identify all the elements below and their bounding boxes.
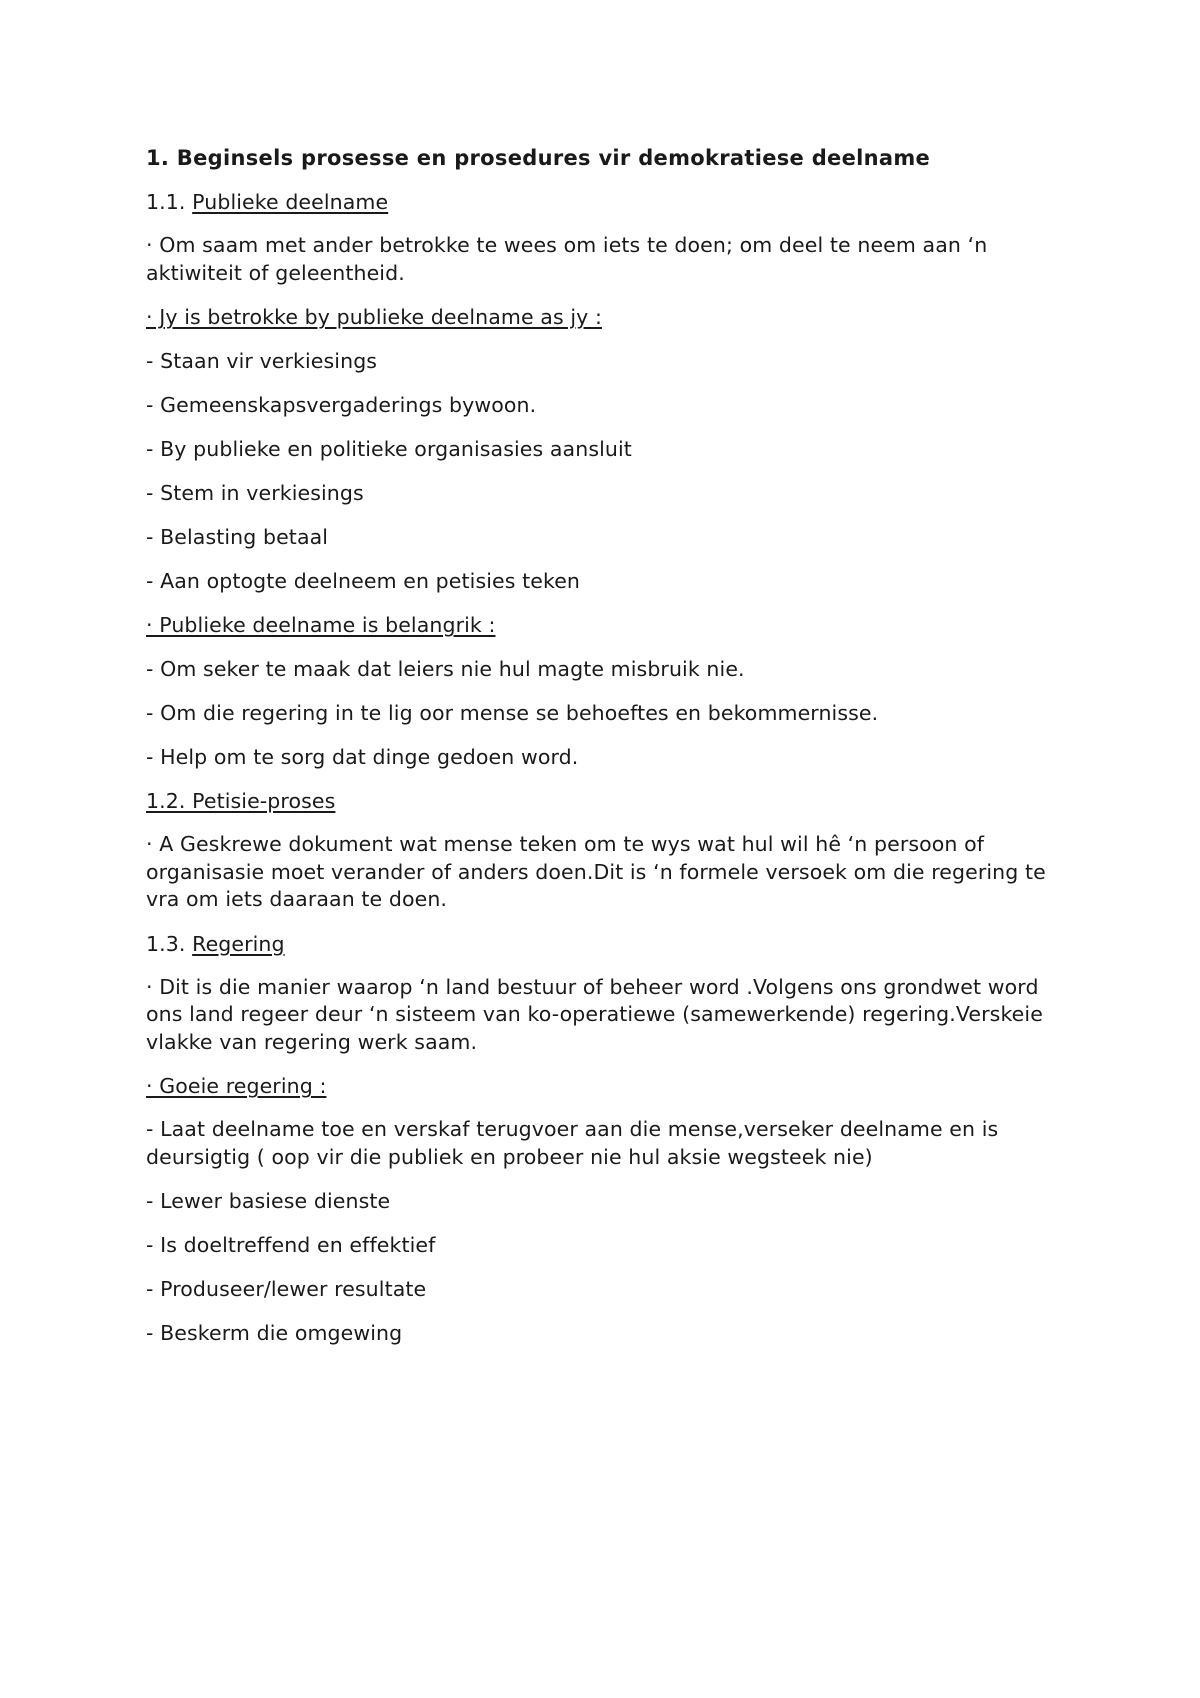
section-1-3-title: Regering (192, 931, 285, 956)
list-item: - Is doeltreffend en effektief (146, 1233, 436, 1257)
list-item: - By publieke en politieke organisasies aansluit (146, 437, 632, 461)
document-page (146, 144, 1066, 1363)
list-item: - Help om te sorg dat dinge gedoen word. (146, 745, 579, 769)
section-1-3-number: 1.3. (146, 931, 193, 956)
section-1-1-number: 1.1. (146, 190, 193, 214)
list-item: - Om seker te maak dat leiers nie hul magte misbruik nie. (146, 657, 745, 681)
list-item: - Belasting betaal (146, 525, 329, 549)
list-item: - Beskerm die omgewing (146, 1321, 403, 1345)
list-item: - Lewer basiese dienste (146, 1189, 391, 1213)
section-1-3-definition: · Dit is die manier waarop ‘n land bestuur of beheer word .Volgens ons grondwet word ons land regeer deur ‘n sisteem van ko-operatiewe (samewerkende) regering.Verskeie vlakke van regering werk saam. (146, 974, 1050, 1054)
list-item: - Aan optogte deelneem en petisies teken (146, 569, 581, 593)
main-heading: 1. Beginsels prosesse en prosedures vir demokratiese deelname (146, 146, 931, 170)
section-1-1-heading (146, 188, 1066, 216)
good-governance-subheading: · Goeie regering : (146, 1074, 327, 1098)
list-item: - Stem in verkiesings (146, 481, 364, 505)
list-item: - Produseer/lewer resultate (146, 1277, 427, 1301)
list-item: - Om die regering in te lig oor mense se behoeftes en bekommernisse. (146, 701, 879, 725)
section-1-2-definition: · A Geskrewe dokument wat mense teken om te wys wat hul wil hê ‘n persoon of organisasie moet verander of anders doen.Dit is ‘n formele versoek om die regering te vra om iets daaraan te doen. (146, 832, 1053, 911)
list-item: - Gemeenskapsvergaderings bywoon. (146, 393, 537, 417)
section-1-1-title: Publieke deelname (192, 190, 389, 214)
list-item: - Laat deelname toe en verskaf terugvoer aan die mense,verseker deelname en is deursigtig ( oop vir die publiek en probeer nie hul aksie wegsteek nie) (146, 1117, 1005, 1169)
section-1-1-definition: · Om saam met ander betrokke te wees om iets te doen; om deel te neem aan ‘n aktiwiteit of geleentheid. (146, 233, 994, 285)
important-subheading: · Publieke deelname is belangrik : (146, 613, 496, 637)
section-1-2-heading: 1.2. Petisie-proses (146, 789, 336, 813)
section-1-3-heading (146, 930, 1066, 958)
involved-subheading: · Jy is betrokke by publieke deelname as jy : (146, 305, 602, 329)
list-item: - Staan vir verkiesings (146, 349, 378, 373)
